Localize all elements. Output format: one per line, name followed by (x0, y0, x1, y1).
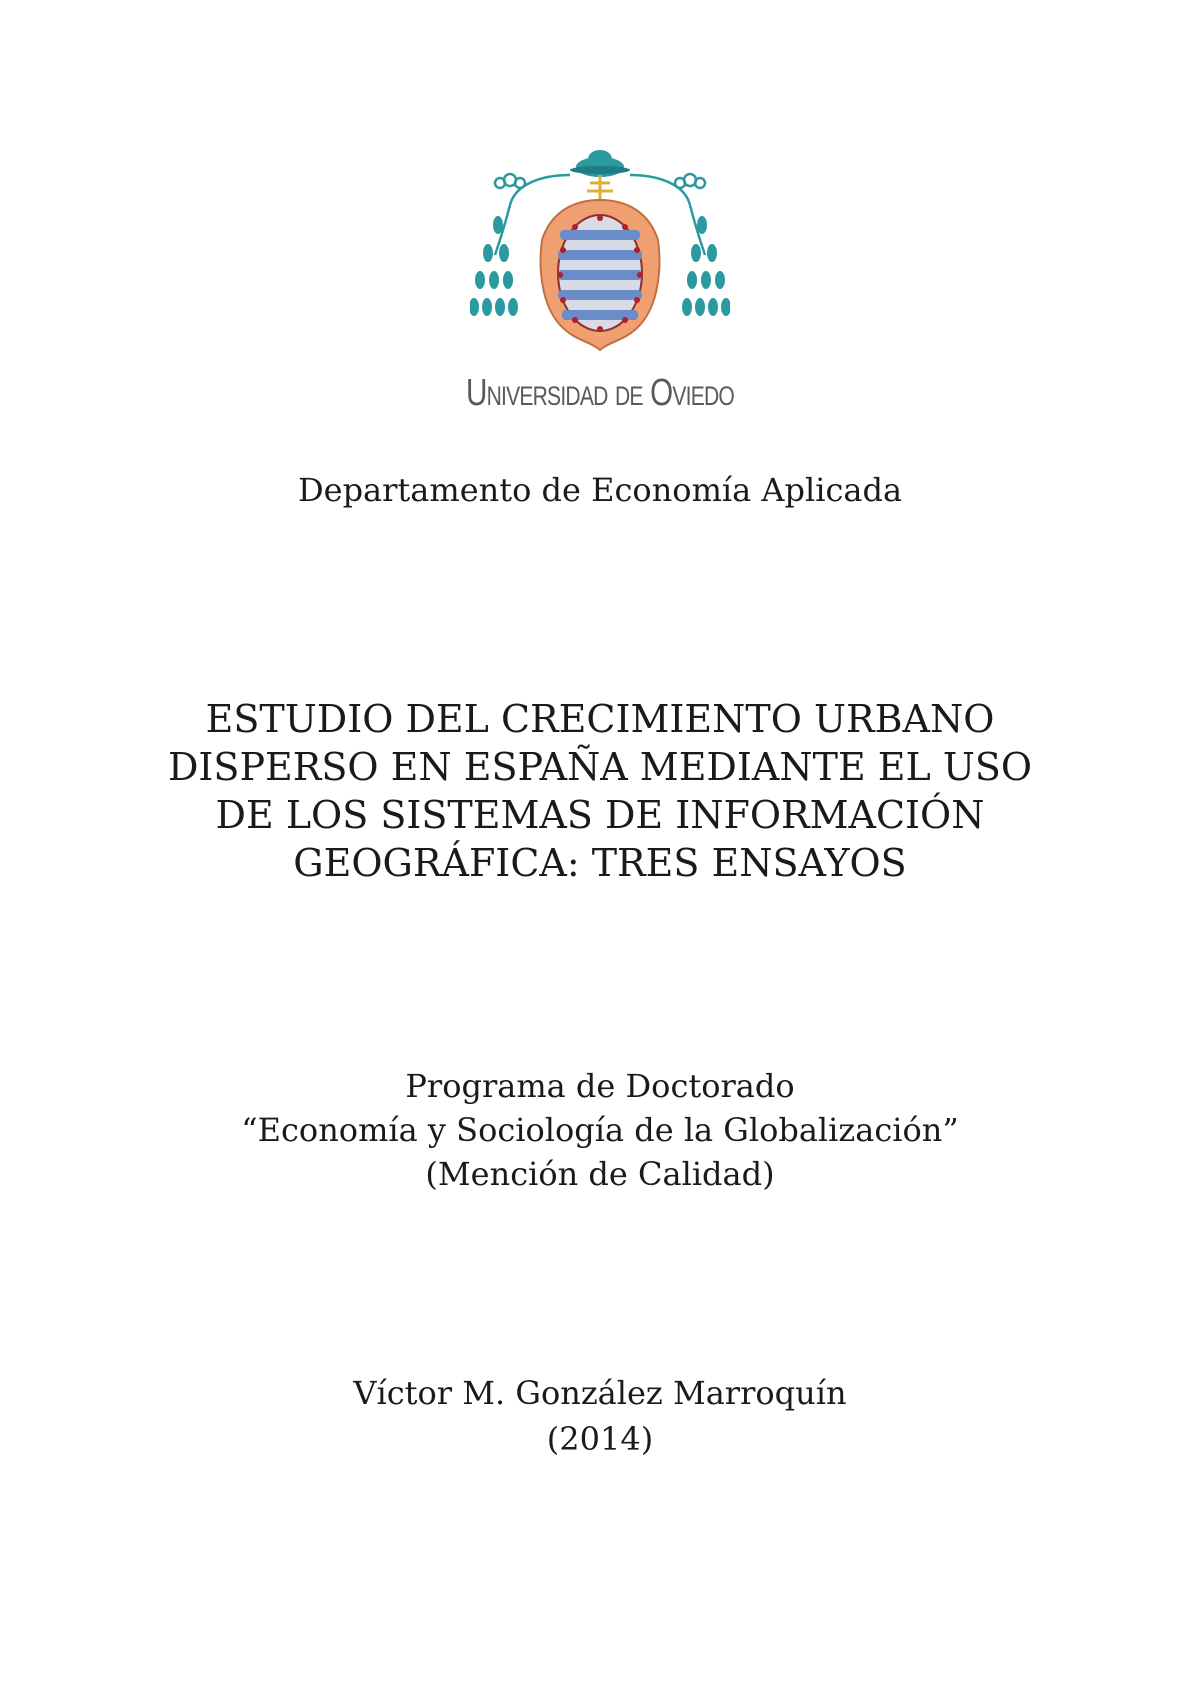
thesis-title (100, 695, 1100, 887)
publication-year: (2014) (546, 1420, 654, 1458)
thesis-title-line: GEOGRÁFICA: TRES ENSAYOS (293, 841, 907, 885)
doctoral-program (0, 1064, 1200, 1196)
thesis-title-line: ESTUDIO DEL CRECIMIENTO URBANO (205, 697, 995, 741)
author-name: Víctor M. González Marroquín (353, 1374, 847, 1412)
department-name: Departamento de Economía Aplicada (297, 471, 903, 509)
thesis-title-line: DISPERSO EN ESPAÑA MEDIANTE EL USO (167, 745, 1033, 789)
university-name-logo-text: Universidad de Oviedo (465, 372, 735, 414)
thesis-title-line: DE LOS SISTEMAS DE INFORMACIÓN (215, 793, 985, 837)
program-distinction: (Mención de Calidad) (425, 1155, 775, 1193)
university-coat-of-arms-icon (470, 145, 730, 375)
program-name: “Economía y Sociología de la Globalización” (241, 1111, 959, 1149)
author-block (0, 1370, 1200, 1462)
program-label: Programa de Doctorado (405, 1067, 795, 1105)
